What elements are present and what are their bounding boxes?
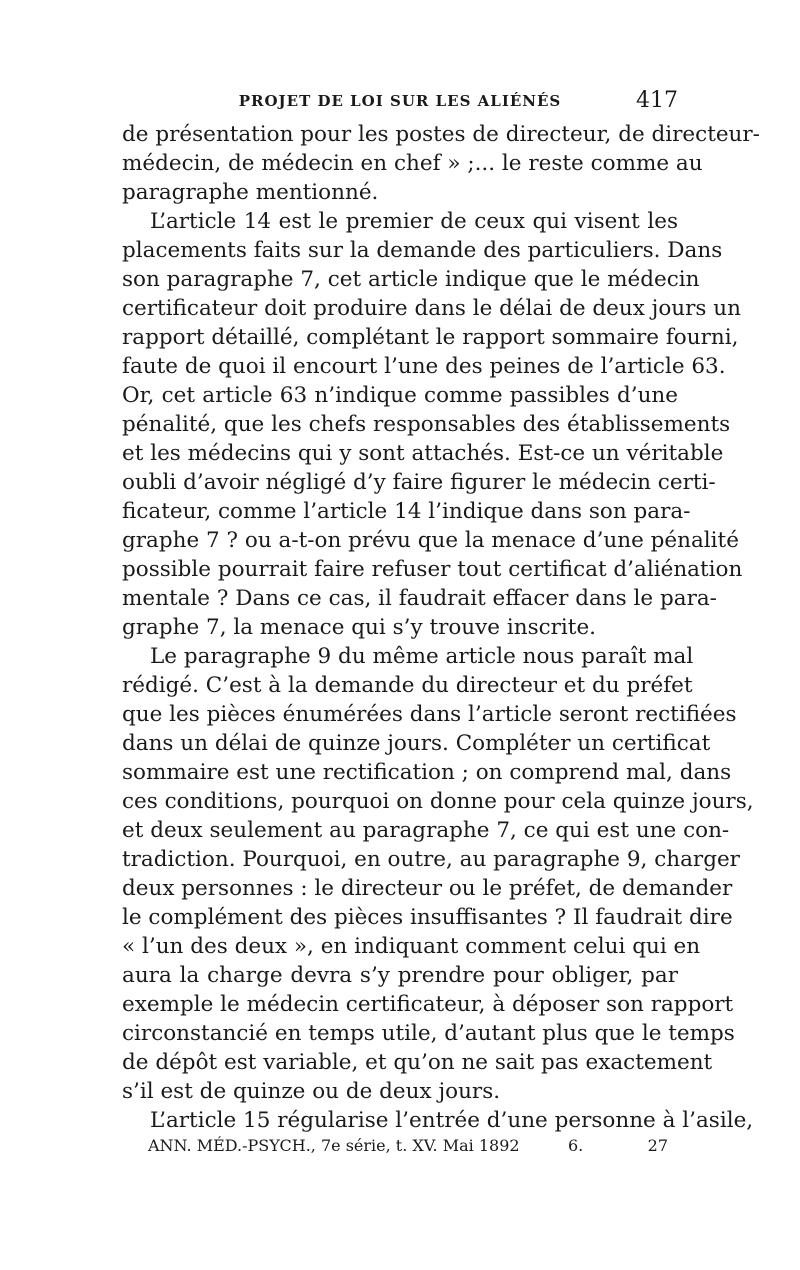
- text-line: sommaire est une rectification ; on comprend mal, dans: [122, 760, 732, 785]
- text-line: de dépôt est variable, et qu’on ne sait pas exactement: [122, 1050, 713, 1075]
- running-title: PROJET DE LOI SUR LES ALIÉNÉS: [238, 92, 562, 110]
- text-line: et deux seulement au paragraphe 7, ce qui est une con-: [122, 818, 730, 843]
- text-line: certificateur doit produire dans le délai de deux jours un: [122, 296, 741, 321]
- text-line: mentale ? Dans ce cas, il faudrait effacer dans le para-: [122, 586, 717, 611]
- folio-number: 27: [647, 1136, 668, 1155]
- text-line: exemple le médecin certificateur, à déposer son rapport: [122, 992, 734, 1017]
- text-line: Le paragraphe 9 du même article nous paraît mal: [150, 644, 694, 669]
- text-line: deux personnes : le directeur ou le préfet, de demander: [122, 876, 733, 901]
- running-head: [122, 88, 678, 118]
- page-footer: [148, 1134, 678, 1160]
- text-line: graphe 7, la menace qui s’y trouve inscrite.: [122, 615, 597, 640]
- text-line: son paragraphe 7, cet article indique que le médecin: [122, 267, 700, 292]
- text-line: faute de quoi il encourt l’une des peines de l’article 63.: [122, 354, 726, 379]
- text-line: oubli d’avoir négligé d’y faire figurer le médecin certi-: [122, 470, 716, 495]
- page-number: 417: [636, 88, 678, 113]
- text-line: Or, cet article 63 n’indique comme passibles d’une: [122, 383, 678, 408]
- text-line: de présentation pour les postes de directeur, de directeur-: [122, 122, 760, 147]
- journal-citation: ANN. MÉD.-PSYCH., 7e série, t. XV. Mai 1892: [148, 1136, 520, 1155]
- signature-mark: 6.: [568, 1136, 584, 1155]
- text-line: le complément des pièces insuffisantes ? Il faudrait dire: [122, 905, 733, 930]
- body-text: [122, 120, 760, 1135]
- text-line: et les médecins qui y sont attachés. Est-ce un véritable: [122, 441, 724, 466]
- text-line: dans un délai de quinze jours. Compléter un certificat: [122, 731, 711, 756]
- text-line: placements faits sur la demande des particuliers. Dans: [122, 238, 723, 263]
- text-line: médecin, de médecin en chef » ;... le reste comme au: [122, 151, 703, 176]
- text-line: s’il est de quinze ou de deux jours.: [122, 1079, 501, 1104]
- text-line: graphe 7 ? ou a-t-on prévu que la menace d’une pénalité: [122, 528, 739, 553]
- text-line: possible pourrait faire refuser tout certificat d’aliénation: [122, 557, 743, 582]
- text-line: aura la charge devra s’y prendre pour obliger, par: [122, 963, 678, 988]
- text-line: rédigé. C’est à la demande du directeur et du préfet: [122, 673, 693, 698]
- text-line: paragraphe mentionné.: [122, 180, 379, 205]
- text-line: L’article 15 régularise l’entrée d’une personne à l’asile,: [150, 1108, 754, 1133]
- text-line: que les pièces énumérées dans l’article seront rectifiées: [122, 702, 737, 727]
- text-line: circonstancié en temps utile, d’autant plus que le temps: [122, 1021, 735, 1046]
- text-line: rapport détaillé, complétant le rapport sommaire fourni,: [122, 325, 739, 350]
- text-line: L’article 14 est le premier de ceux qui visent les: [150, 209, 678, 234]
- text-line: « l’un des deux », en indiquant comment celui qui en: [122, 934, 701, 959]
- text-line: tradiction. Pourquoi, en outre, au paragraphe 9, charger: [122, 847, 740, 872]
- text-line: ficateur, comme l’article 14 l’indique dans son para-: [122, 499, 691, 524]
- text-line: ces conditions, pourquoi on donne pour cela quinze jours,: [122, 789, 754, 814]
- text-line: pénalité, que les chefs responsables des établissements: [122, 412, 731, 437]
